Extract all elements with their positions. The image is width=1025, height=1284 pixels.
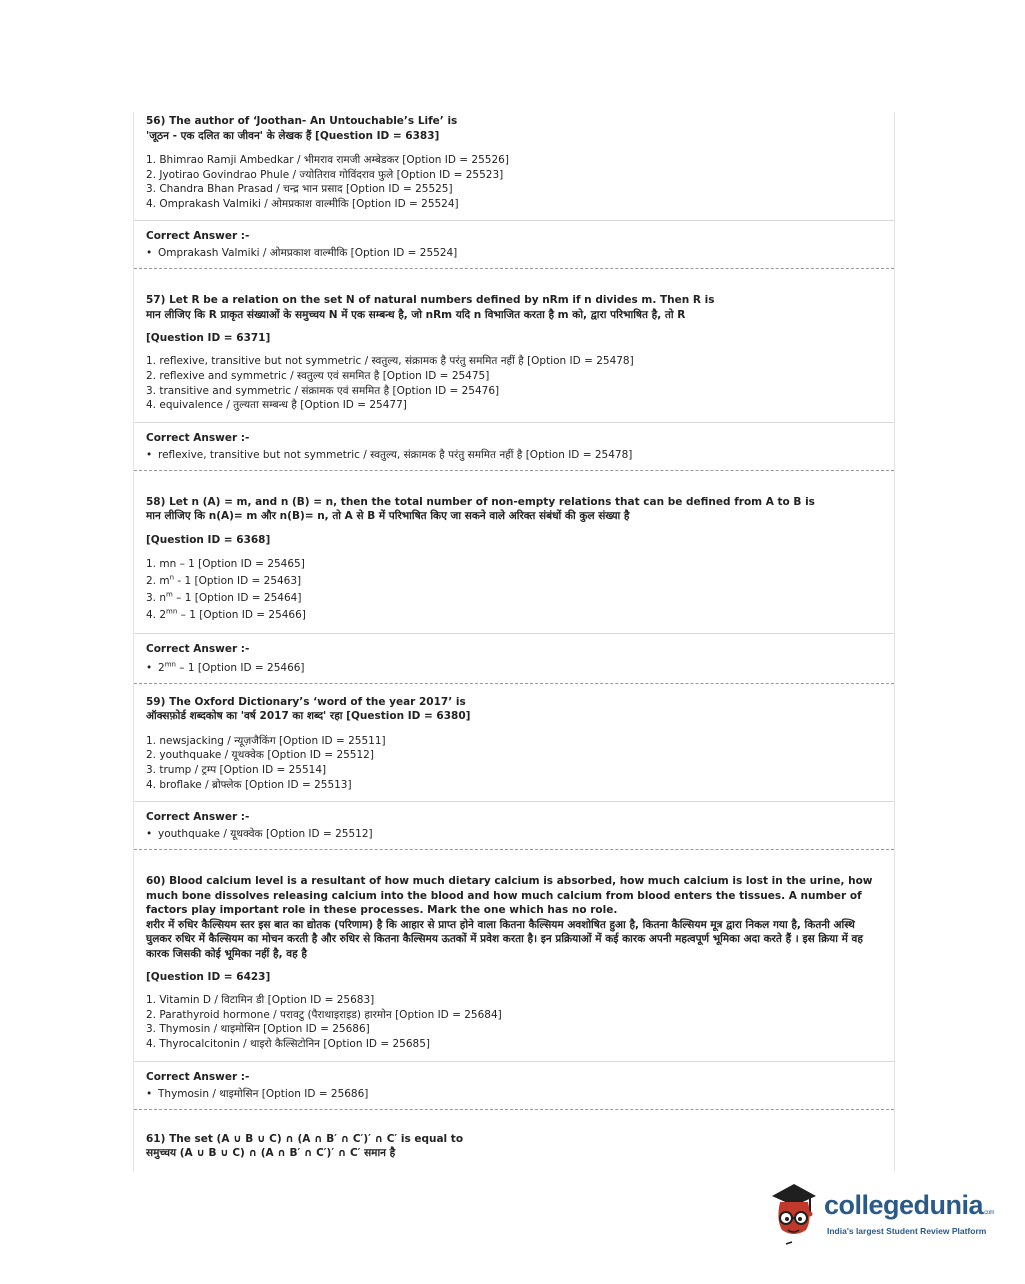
question-separator bbox=[134, 849, 894, 850]
mascot-icon bbox=[766, 1178, 822, 1248]
question-58 bbox=[134, 495, 894, 624]
correct-answer: • reflexive, transitive but not symmetric / स्वतुल्य, संक्रामक है परंतु सममित नहीं है [Option ID = 25478] bbox=[146, 448, 633, 461]
option-item: 3. Chandra Bhan Prasad / चन्द्र भान प्रसाद [Option ID = 25525] bbox=[146, 183, 453, 196]
question-title-en: 57) Let R be a relation on the set N of natural numbers defined by nRm if n divides m. Then R is bbox=[146, 294, 715, 307]
option-list bbox=[146, 734, 882, 792]
correct-answer-label: Correct Answer :- bbox=[146, 230, 250, 243]
correct-answer-block bbox=[134, 802, 894, 842]
question-title-hi: 'जूठन - एक दलित का जीवन' के लेखक हैं [Question ID = 6383] bbox=[146, 129, 440, 142]
option-item: 2. Jyotirao Govindrao Phule / ज्योतिराव गोविंदराव फुले [Option ID = 25523] bbox=[146, 168, 504, 181]
logo-tagline: India's largest Student Review Platform bbox=[827, 1226, 987, 1236]
option-list bbox=[146, 354, 882, 412]
question-title-en: 58) Let n (A) = m, and n (B) = n, then the total number of non-empty relations that can be defined from A to B is bbox=[146, 495, 815, 508]
option-item: 4. Thyrocalcitonin / थाइरो कैल्सिटोनिन [Option ID = 25685] bbox=[146, 1037, 430, 1050]
logo-wordmark: collegedunia.com bbox=[824, 1190, 995, 1220]
correct-answer: • Omprakash Valmiki / ओमप्रकाश वाल्मीकि [Option ID = 25524] bbox=[146, 247, 458, 260]
question-separator bbox=[134, 268, 894, 269]
question-60 bbox=[134, 874, 894, 1051]
option-list bbox=[146, 556, 882, 624]
question-59 bbox=[134, 695, 894, 792]
option-item: 3. trump / ट्रम्प [Option ID = 25514] bbox=[146, 763, 327, 776]
option-item: 3. Thymosin / थाइमोसिन [Option ID = 25686] bbox=[146, 1023, 370, 1036]
option-item: 1. reflexive, transitive but not symmetric / स्वतुल्य, संक्रामक है परंतु सममित नहीं है [Option ID = 25478] bbox=[146, 355, 634, 368]
question-separator bbox=[134, 1109, 894, 1110]
question-57 bbox=[134, 293, 894, 412]
question-title-en: 56) The author of ‘Joothan- An Untouchable’s Life’ is bbox=[146, 115, 458, 127]
question-title-en: 59) The Oxford Dictionary’s ‘word of the year 2017’ is bbox=[146, 695, 466, 708]
question-title-hi: मान लीजिए कि n(A)= m और n(B)= n, तो A से B में परिभाषित किए जा सकने वाले अरिक्त संबंधों की कुल संख्या है bbox=[146, 510, 630, 523]
correct-answer-block bbox=[134, 221, 894, 261]
question-id: [Question ID = 6368] bbox=[146, 533, 271, 546]
option-item: 1. Bhimrao Ramji Ambedkar / भीमराव रामजी अम्बेडकर [Option ID = 25526] bbox=[146, 154, 509, 166]
question-paper-page bbox=[133, 112, 895, 1172]
collegedunia-logo[interactable] bbox=[766, 1178, 996, 1248]
option-item: 2. reflexive and symmetric / स्वतुल्य एवं सममित है [Option ID = 25475] bbox=[146, 369, 490, 382]
correct-answer: • Thymosin / थाइमोसिन [Option ID = 25686] bbox=[146, 1087, 369, 1100]
option-item: 1. newsjacking / न्यूज़जैकिंग [Option ID = 25511] bbox=[146, 734, 386, 747]
question-title-en: 61) The set (A ∪ B ∪ C) ∩ (A ∩ B′ ∩ C′)′ ∩ C′ is equal to bbox=[146, 1132, 464, 1145]
option-item: 2. Parathyroid hormone / परावटु (पैराथाइराइड) हारमोन [Option ID = 25684] bbox=[146, 1008, 502, 1021]
option-item: 2. youthquake / यूथक्वेक [Option ID = 25512] bbox=[146, 749, 374, 762]
correct-answer-block bbox=[134, 1062, 894, 1102]
option-item: 4. Omprakash Valmiki / ओमप्रकाश वाल्मीकि [Option ID = 25524] bbox=[146, 197, 459, 210]
option-item: 3. $n^m - 1$ [Option ID = 25464] bbox=[146, 590, 302, 604]
option-item: 1. mn – 1 [Option ID = 25465] bbox=[146, 557, 305, 570]
question-id: [Question ID = 6371] bbox=[146, 332, 271, 345]
question-title-hi: ऑक्सफ़ोर्ड शब्दकोष का 'वर्ष 2017 का शब्द' रहा [Question ID = 6380] bbox=[146, 710, 471, 723]
question-separator bbox=[134, 470, 894, 471]
question-title-en: 60) Blood calcium level is a resultant of how much dietary calcium is absorbed, how much calcium is lost in the urine, how much bone dissolves releasing calcium into the blood and how much calcium from blood enters the tissues. A number of factors play important role in these processes. Mark the one which has no role. bbox=[146, 875, 873, 917]
correct-answer-block bbox=[134, 634, 894, 676]
question-id: [Question ID = 6423] bbox=[146, 971, 271, 984]
correct-answer-label: Correct Answer :- bbox=[146, 431, 250, 444]
correct-answer-label: Correct Answer :- bbox=[146, 1070, 250, 1083]
correct-answer: • youthquake / यूथक्वेक [Option ID = 25512] bbox=[146, 828, 373, 841]
option-item: 3. transitive and symmetric / संक्रामक एवं सममित है [Option ID = 25476] bbox=[146, 384, 500, 397]
correct-answer-label: Correct Answer :- bbox=[146, 811, 250, 824]
option-list bbox=[146, 153, 882, 211]
question-title-hi: समुच्चय (A ∪ B ∪ C) ∩ (A ∩ B′ ∩ C′)′ ∩ C′ समान है bbox=[146, 1147, 396, 1159]
question-title-hi: मान लीजिए कि R प्राकृत संख्याओं के समुच्चय N में एक सम्बन्ध है, जो nRm यदि n विभाजित करता है m को, द्वारा परिभाषित है, तो R bbox=[146, 308, 686, 321]
correct-answer-label: Correct Answer :- bbox=[146, 642, 250, 655]
question-title-hi: शरीर में रुधिर कैल्सियम स्तर इस बात का द्योतक (परिणाम) है कि आहार से प्राप्त होने वाला कितना कैल्सियम अवशोषित हुआ है, कितना कैल्सियम मूत्र द्वारा निकल गया है, कितनी अस्थि घुलकर रुधिर में कैल्सियम का मोचन करती है और रुधिर से कितना कैल्सिमय ऊतकों में प्रवेश करता है। इन प्रक्रियाओं में कई कारक अपनी महत्वपूर्ण भूमिका अदा करते हैं । इस क्रिया में वह कारक जिसकी कोई भूमिका नहीं है, वह है bbox=[146, 918, 863, 960]
option-list bbox=[146, 993, 882, 1051]
option-item: 1. Vitamin D / विटामिन डी [Option ID = 25683] bbox=[146, 994, 375, 1007]
question-61 bbox=[134, 1132, 894, 1161]
question-56 bbox=[134, 114, 894, 211]
option-item: 2. $m^n - 1$ [Option ID = 25463] bbox=[146, 573, 302, 587]
option-item: 4. broflake / ब्रोफ्लेक [Option ID = 25513] bbox=[146, 778, 352, 791]
option-item: 4. $2^{mn} - 1$ [Option ID = 25466] bbox=[146, 607, 306, 621]
option-item: 4. equivalence / तुल्यता सम्बन्ध है [Option ID = 25477] bbox=[146, 399, 407, 412]
question-separator bbox=[134, 683, 894, 684]
correct-answer: • $2^{mn} - 1$ [Option ID = 25466] bbox=[146, 660, 305, 674]
correct-answer-block bbox=[134, 423, 894, 463]
